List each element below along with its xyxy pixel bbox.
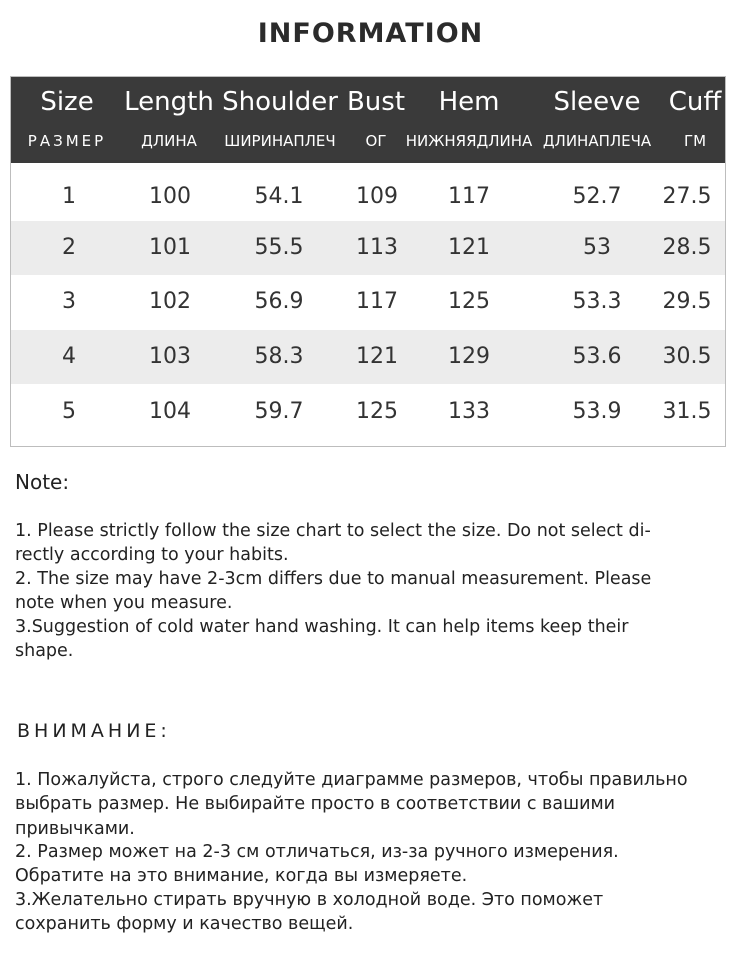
cell-shoulder: 59.7 bbox=[254, 399, 304, 424]
note-item-2: 2. The size may have 2-3cm differs due to manual measurement. Please note when you measure. bbox=[15, 569, 652, 614]
cell-sleeve: 53.3 bbox=[572, 289, 622, 314]
cell-hem: 125 bbox=[448, 289, 490, 314]
cell-shoulder: 55.5 bbox=[254, 235, 304, 260]
cell-length: 103 bbox=[149, 344, 191, 369]
attention-item-3: 3.Желательно стирать вручную в холодной воде. Это поможет сохранить форму и качество вещей. bbox=[15, 890, 604, 935]
header-cuff-ru: ГМ bbox=[683, 132, 707, 150]
cell-size: 2 bbox=[62, 235, 76, 260]
table-row bbox=[11, 385, 726, 439]
cell-bust: 121 bbox=[356, 344, 398, 369]
cell-cuff: 30.5 bbox=[662, 344, 712, 369]
header-sleeve-en: Sleeve bbox=[553, 87, 641, 117]
cell-shoulder: 56.9 bbox=[254, 289, 304, 314]
size-chart-table bbox=[10, 76, 726, 447]
cell-sleeve: 53.6 bbox=[572, 344, 622, 369]
attention-heading: ВНИМАНИЕ: bbox=[17, 720, 171, 742]
cell-hem: 117 bbox=[448, 184, 490, 209]
note-item-1: 1. Please strictly follow the size chart to select the size. Do not select di- rectly according to your habits. bbox=[15, 521, 651, 566]
cell-cuff: 31.5 bbox=[662, 399, 712, 424]
header-bust-en: Bust bbox=[346, 87, 406, 117]
header-length-en: Length bbox=[124, 87, 214, 117]
page-title: INFORMATION bbox=[257, 18, 484, 49]
attention-item-1: 1. Пожалуйста, строго следуйте диаграмме размеров, чтобы правильно выбрать размер. Не выбирайте просто в соответствии с вашими привычками. bbox=[15, 770, 688, 839]
cell-length: 100 bbox=[149, 184, 191, 209]
cell-size: 3 bbox=[62, 289, 76, 314]
cell-cuff: 29.5 bbox=[662, 289, 712, 314]
cell-length: 102 bbox=[149, 289, 191, 314]
cell-length: 104 bbox=[149, 399, 191, 424]
header-shoulder-ru: ШИРИНАПЛЕЧ bbox=[224, 132, 336, 150]
cell-sleeve: 53.9 bbox=[572, 399, 622, 424]
table-row bbox=[11, 170, 726, 224]
header-size-en: Size bbox=[40, 87, 94, 117]
table-row bbox=[11, 330, 726, 384]
cell-cuff: 28.5 bbox=[662, 235, 712, 260]
cell-hem: 133 bbox=[448, 399, 490, 424]
attention-item-2: 2. Размер может на 2-3 см отличаться, из-за ручного измерения. Обратите на это внимание, когда вы измеряете. bbox=[15, 842, 619, 887]
header-size-ru: РАЗМЕР bbox=[27, 132, 107, 150]
cell-hem: 121 bbox=[448, 235, 490, 260]
cell-size: 4 bbox=[62, 344, 76, 369]
cell-shoulder: 54.1 bbox=[254, 184, 304, 209]
cell-bust: 125 bbox=[356, 399, 398, 424]
header-hem-en: Hem bbox=[438, 87, 500, 117]
header-length-ru: ДЛИНА bbox=[141, 132, 197, 150]
table-row bbox=[11, 275, 726, 329]
cell-bust: 109 bbox=[356, 184, 398, 209]
cell-sleeve: 53 bbox=[583, 235, 611, 260]
cell-cuff: 27.5 bbox=[662, 184, 712, 209]
header-shoulder-en: Shoulder bbox=[222, 87, 338, 117]
header-hem-ru: НИЖНЯЯДЛИНА bbox=[405, 132, 533, 150]
cell-sleeve: 52.7 bbox=[572, 184, 622, 209]
cell-size: 1 bbox=[62, 184, 76, 209]
cell-bust: 117 bbox=[356, 289, 398, 314]
table-row bbox=[11, 221, 726, 275]
cell-bust: 113 bbox=[356, 235, 398, 260]
header-sleeve-ru: ДЛИНАПЛЕЧА bbox=[542, 132, 652, 150]
cell-length: 101 bbox=[149, 235, 191, 260]
header-cuff bbox=[663, 77, 726, 163]
cell-size: 5 bbox=[62, 399, 76, 424]
header-bust-ru: ОГ bbox=[365, 132, 387, 150]
note-item-3: 3.Suggestion of cold water hand washing. It can help items keep their shape. bbox=[15, 617, 629, 662]
cell-hem: 129 bbox=[448, 344, 490, 369]
note-heading: Note: bbox=[15, 470, 70, 494]
table-header bbox=[11, 77, 726, 163]
header-cuff-en: Cuff bbox=[668, 87, 722, 117]
cell-shoulder: 58.3 bbox=[254, 344, 304, 369]
